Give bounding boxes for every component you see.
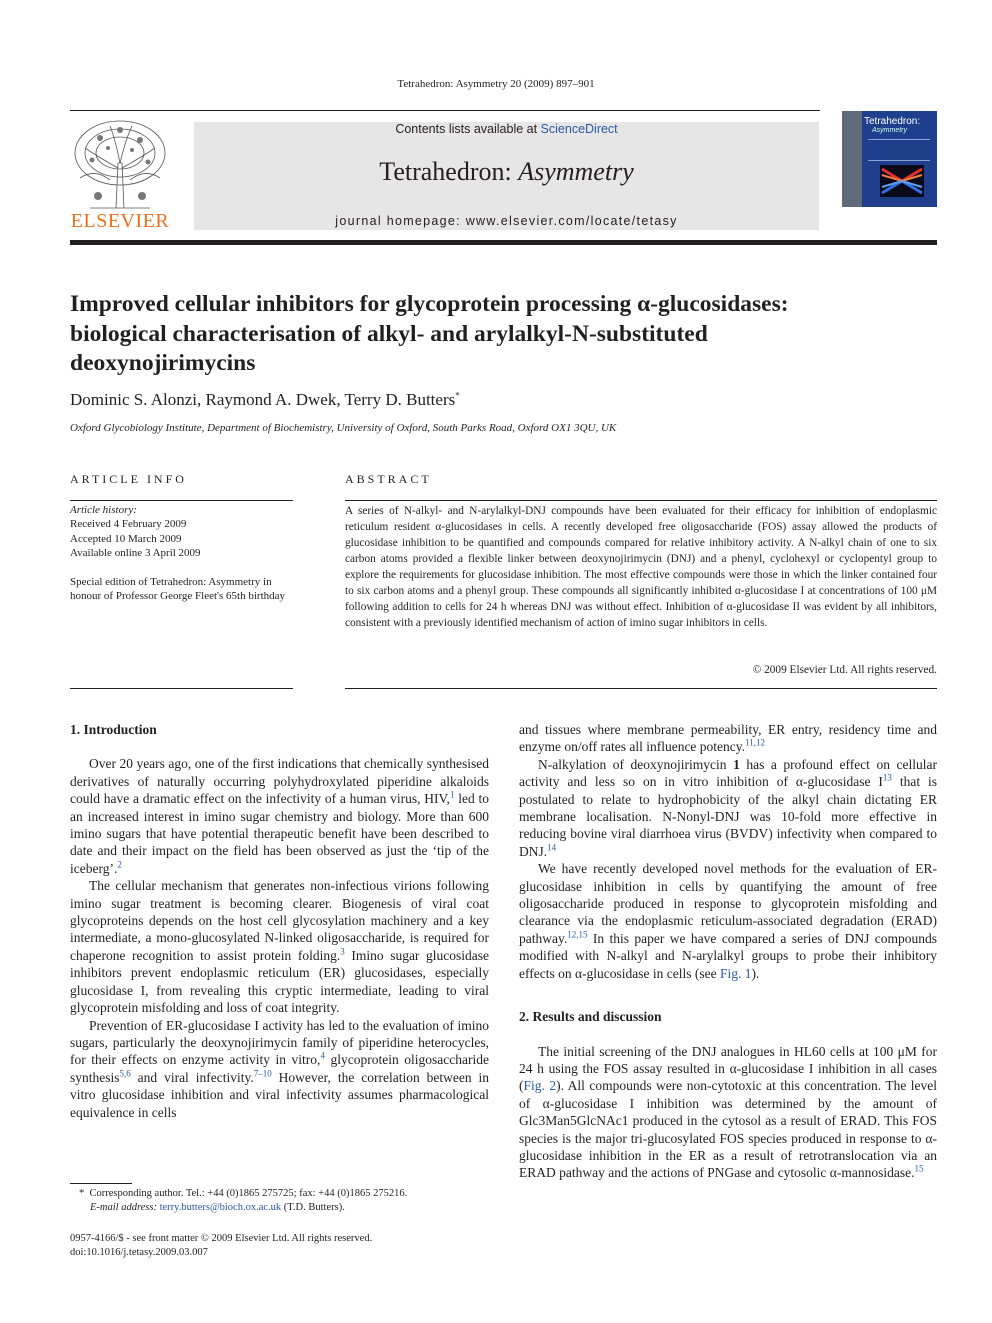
text-run: ). All compounds were non-cytotoxic at this concentration. The level of α-glucosidase I inhibition was determined by the amount of Glc3Man5GlcNAc1 produced in the cytosol as a result of ERAD. This FOS species is the major tri-glucosylated FOS species produced in response to α-glucosidase inhibition in the ER as a result of retrotranslocation via an ERAD pathway and the actions of PNGase and cytosolic α-mannosidase. xyxy=(519,1078,938,1181)
figure-link[interactable]: Fig. 1 xyxy=(720,965,752,981)
abstract-text: A series of N-alkyl- and N-arylalkyl-DNJ compounds have been evaluated for their efficacy for inhibition of endoplasmic reticulum resident α-glucosidases in cells. A recently developed free oligosaccharide (FOS) assay allowed the products of glucosidase inhibition to be quantified and compounds compared for relative inhibitory activity. A N-alkyl chain of one to six carbon atoms provided a flexible linker between deoxynojirimycin (DNJ) and a phenyl, cyclohexyl or cyclopentyl group to explore the requirements for glucosidase inhibition. The most effective compounds were those in which the linker contained four to six carbon atoms and a phenyl group. These compounds all significantly inhibited α-glucosidase I at concentrations of 100 μM following addition to cells for 24 h whereas DNJ was without effect. Inhibition of α-glucosidase II was evident by all inhibitors, consistent with a previously identified mechanism of action of imino sugar inhibitors in cells. xyxy=(345,505,937,629)
text-run: and viral infectivity. xyxy=(130,1069,254,1085)
cover-lines xyxy=(868,139,930,161)
email-link[interactable]: terry.butters@bioch.ox.ac.uk xyxy=(159,1202,282,1214)
cover-side-strip xyxy=(842,111,862,207)
reference-link[interactable]: 12,15 xyxy=(567,929,588,940)
reference-link[interactable]: 3 xyxy=(340,946,345,957)
section-heading-introduction: 1. Introduction xyxy=(70,722,157,737)
reference-link[interactable]: 5,6 xyxy=(119,1068,131,1079)
abstract-bottom-rule xyxy=(345,688,937,689)
reference-link[interactable]: 1 xyxy=(449,789,455,800)
abstract-copyright: © 2009 Elsevier Ltd. All rights reserved. xyxy=(752,664,937,676)
footnote-rule xyxy=(70,1183,132,1184)
elsevier-wordmark: ELSEVIER xyxy=(70,210,170,232)
reference-link[interactable]: 15 xyxy=(914,1163,924,1174)
text-run: has a profound effect on cellular activity and less so on in vitro inhibition of α-glucosidase I xyxy=(519,756,937,790)
journal-title-main: Tetrahedron: xyxy=(379,157,519,186)
sciencedirect-link[interactable]: ScienceDirect xyxy=(540,122,618,136)
right-column xyxy=(519,721,937,1182)
footnote-mark: * xyxy=(79,1188,85,1199)
article-title xyxy=(70,290,940,379)
history-label: Article history: xyxy=(70,504,137,516)
title-line: biological characterisation of alkyl- and arylalkyl-N-substituted xyxy=(70,320,708,347)
reference-link[interactable]: 2 xyxy=(117,859,122,870)
corresponding-mark[interactable]: * xyxy=(455,390,460,401)
header-thick-rule xyxy=(70,240,937,245)
journal-cover[interactable] xyxy=(842,111,937,229)
article-info-rule xyxy=(70,500,293,501)
elsevier-logo[interactable] xyxy=(70,118,170,233)
reference-link[interactable]: 13 xyxy=(882,772,892,783)
article-info-bottom-rule xyxy=(70,688,293,689)
journal-title-italic: Asymmetry xyxy=(518,157,634,186)
cover-illustration xyxy=(880,165,924,197)
journal-banner xyxy=(194,122,819,230)
text-run: glycoprotein oligosaccharide synthesis xyxy=(70,1052,489,1085)
section-heading-results: 2. Results and discussion xyxy=(519,1009,662,1025)
title-line: deoxynojirimycins xyxy=(70,350,256,376)
text-run: However, the correlation between in vitro glucosidase inhibition and viral infectivity assumes pharmacological equivalence in cells xyxy=(70,1069,489,1120)
journal-title xyxy=(194,157,819,187)
text-run: We have recently developed novel methods for the evaluation of ER-glucosidase inhibition in cells by quantifying the amount of free oligosaccharide produced in response to glycoprotein misfolding and clearance via the endoplasmic reticulum-associated degradation (ERAD) pathway. xyxy=(519,861,937,946)
special-edition-note: Special edition of Tetrahedron: Asymmetry in honour of Professor George Fleet's 65th birthday xyxy=(70,576,286,603)
cover-subtitle: Asymmetry xyxy=(872,127,907,134)
contents-prefix: Contents lists available at xyxy=(395,122,541,136)
accepted-date: Accepted 10 March 2009 xyxy=(70,532,182,545)
elsevier-tree-icon xyxy=(70,118,170,213)
text-run: In this paper we have compared a series of DNJ compounds modified with N-alkyl and N-arylalkyl groups to probe their inhibitory effects on α-glucosidase in cells (see xyxy=(519,930,937,981)
reference-link[interactable]: 4 xyxy=(320,1050,325,1061)
text-run: led to an increased interest in imino sugar chemistry and biology. More than 600 imino sugars that have potential therapeutic benefit have been described to date and their impact on the field has been observed as just the ‘tip of the iceberg’. xyxy=(70,791,489,876)
intro-paragraph xyxy=(70,1017,489,1121)
cover-title: Tetrahedron: xyxy=(864,116,921,127)
abstract-heading: ABSTRACT xyxy=(345,472,432,486)
reference-link[interactable]: 7–10 xyxy=(253,1068,272,1079)
text-run: The initial screening of the DNJ analogues in HL60 cells at 100 μM for 24 h using the FOS assay resulted in α-glucosidase I inhibition in all cases ( xyxy=(519,1043,937,1094)
compound-number: 1 xyxy=(733,756,740,772)
abstract-rule xyxy=(345,500,937,501)
affiliation: Oxford Glycobiology Institute, Department of Biochemistry, University of Oxford, South Parks Road, Oxford OX1 3QU, UK xyxy=(70,422,617,434)
title-line: Improved cellular inhibitors for glycoprotein processing α-glucosidases: xyxy=(70,291,789,317)
online-date: Available online 3 April 2009 xyxy=(70,547,201,560)
intro-paragraph-continued xyxy=(519,721,937,756)
received-date: Received 4 February 2009 xyxy=(70,518,187,531)
text-run: Prevention of ER-glucosidase I activity has led to the evaluation of imino sugars, particularly the deoxynojirimycin family of piperidine heterocycles, for their effects on enzyme activity in vitro, xyxy=(70,1017,489,1068)
footnote xyxy=(70,1187,490,1215)
reference-link[interactable]: 11,12 xyxy=(745,737,765,748)
text-run: Imino sugar glucosidase inhibitors prevent endoplasmic reticulum (ER) glucosidases, especially glucosidase I, from revealing this cryptic intermediate, leading to viral glycoprotein misfolding and loss of coat integrity. xyxy=(70,947,490,1016)
email-label: E-mail address: xyxy=(90,1202,160,1214)
figure-link[interactable]: Fig. 2 xyxy=(523,1078,557,1094)
intro-paragraph xyxy=(519,860,937,982)
text-run: and tissues where membrane permeability, ER entry, residency time and enzyme on/off rates all influence potency. xyxy=(519,722,937,755)
front-matter xyxy=(70,1232,372,1260)
reference-link[interactable]: 14 xyxy=(547,842,557,853)
authors-text: Dominic S. Alonzi, Raymond A. Dwek, Terry D. Butters xyxy=(70,390,456,409)
journal-homepage[interactable]: journal homepage: www.elsevier.com/locate/tetasy xyxy=(335,214,678,228)
text-run: N-alkylation of deoxynojirimycin xyxy=(538,756,734,772)
article-history xyxy=(70,503,293,561)
header-rule xyxy=(70,110,820,111)
journal-citation: Tetrahedron: Asymmetry 20 (2009) 897–901 xyxy=(397,78,595,90)
contents-line xyxy=(194,122,819,136)
email-suffix: (T.D. Butters). xyxy=(281,1202,345,1214)
results-paragraph xyxy=(519,1043,937,1182)
cover-art-icon xyxy=(880,165,924,197)
text-run: that is postulated to relate to hydrophobicity of the alkyl chain dictating ER membrane localisation. N-Nonyl-DNJ was 10-fold more effective in reducing bovine viral diarrhoea virus (BVDV) infectivity when compared to DNJ. xyxy=(519,774,938,859)
article-info-heading: ARTICLE INFO xyxy=(70,472,187,486)
issn-line: 0957-4166/$ - see front matter © 2009 Elsevier Ltd. All rights reserved. xyxy=(70,1233,373,1244)
doi-line[interactable]: doi:10.1016/j.tetasy.2009.03.007 xyxy=(70,1247,208,1258)
cover-footer xyxy=(842,207,937,229)
footnote-text: Corresponding author. Tel.: +44 (0)1865 275725; fax: +44 (0)1865 275216. xyxy=(89,1188,408,1199)
text-run: ). xyxy=(751,965,760,981)
author-list xyxy=(70,390,460,410)
left-column xyxy=(70,721,489,1121)
intro-paragraph xyxy=(70,755,489,877)
intro-paragraph xyxy=(519,756,937,860)
intro-paragraph xyxy=(70,877,489,1016)
text-run: Over 20 years ago, one of the first indications that chemically synthesised derivatives of naturally occurring polyhydroxylated piperidine alkaloids could have a dramatic effect on the infectivity of a human virus, HIV, xyxy=(70,756,489,807)
text-run: The cellular mechanism that generates non-infectious virions following imino sugar treatment is becoming clearer. Biogenesis of viral coat glycoproteins depends on the host cell glycosylation machinery and a key intermediate, a mono-glucosylated N-linked oligosaccharide, is required for chaperone recognition to assist protein folding. xyxy=(70,878,489,963)
